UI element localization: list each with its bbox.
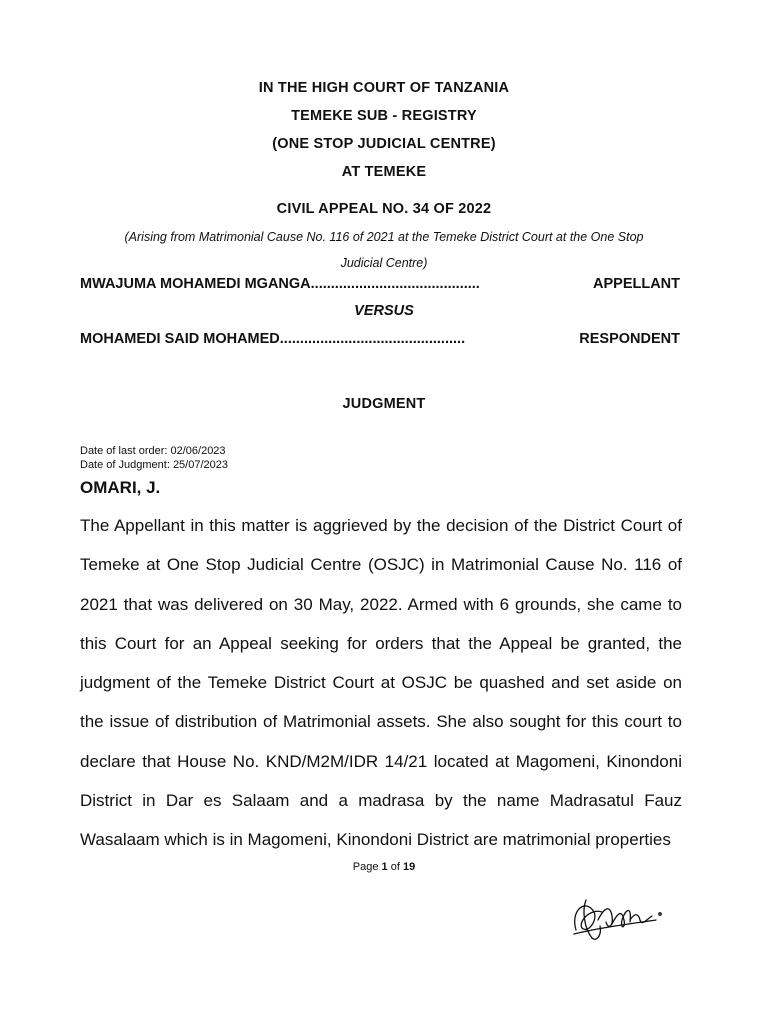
appellant-leader-dots: .......................................... (310, 276, 480, 292)
respondent-name: MOHAMEDI SAID MOHAMED (80, 331, 280, 347)
judicial-centre: (ONE STOP JUDICIAL CENTRE) (272, 136, 496, 152)
court-name: IN THE HIGH COURT OF TANZANIA (258, 80, 510, 96)
page-word: Page (352, 861, 379, 873)
date-of-judgment: Date of Judgment: 25/07/2023 (80, 459, 228, 471)
appellant-name: MWAJUMA MOHAMEDI MGANGA (80, 276, 311, 292)
judge-signature-icon (568, 890, 668, 950)
arising-note (80, 224, 688, 276)
respondent-leader-dots: .............................................. (279, 331, 466, 347)
judgment-heading: JUDGMENT (342, 396, 426, 412)
judgment-body-paragraph: The Appellant in this matter is aggrieved by the decision of the District Court of Temeke at One Stop Judicial Centre (OSJC) in Matrimonial Cause No. 116 of 2021 that was delivered on 30 May, 2022. Armed with 6 grounds, she came to this Court for an Appeal seeking for orders that the Appeal be granted, the judgment of the Temeke District Court at OSJC be quashed and set aside on the issue of distribution of Matrimonial assets. She also sought for this court to declare that House No. KND/M2M/IDR 14/21 located at Magomeni, Kinondoni District in Dar es Salaam and a madrasa by the name Madrasatul Fauz Wasalaam which is in Magomeni, Kinondoni District are matrimonial properties (80, 516, 682, 850)
case-number: CIVIL APPEAL NO. 34 OF 2022 (276, 201, 492, 217)
court-location: AT TEMEKE (341, 164, 427, 180)
respondent-line (80, 331, 680, 347)
versus-label: VERSUS (354, 303, 414, 319)
judge-name: OMARI, J. (80, 478, 161, 497)
sub-registry: TEMEKE SUB - REGISTRY (291, 108, 477, 124)
arising-line-2: Judicial Centre) (340, 256, 428, 270)
appellant-label: APPELLANT (593, 276, 680, 292)
of-word: of (390, 861, 400, 873)
respondent-label: RESPONDENT (579, 331, 680, 347)
appellant-line (80, 276, 680, 292)
arising-line-1: (Arising from Matrimonial Cause No. 116 of 2021 at the Temeke District Court at the One Stop (124, 230, 644, 244)
page-current: 1 (381, 861, 388, 873)
page-total: 19 (402, 861, 416, 873)
page-footer (0, 861, 768, 873)
date-last-order: Date of last order: 02/06/2023 (80, 445, 226, 457)
